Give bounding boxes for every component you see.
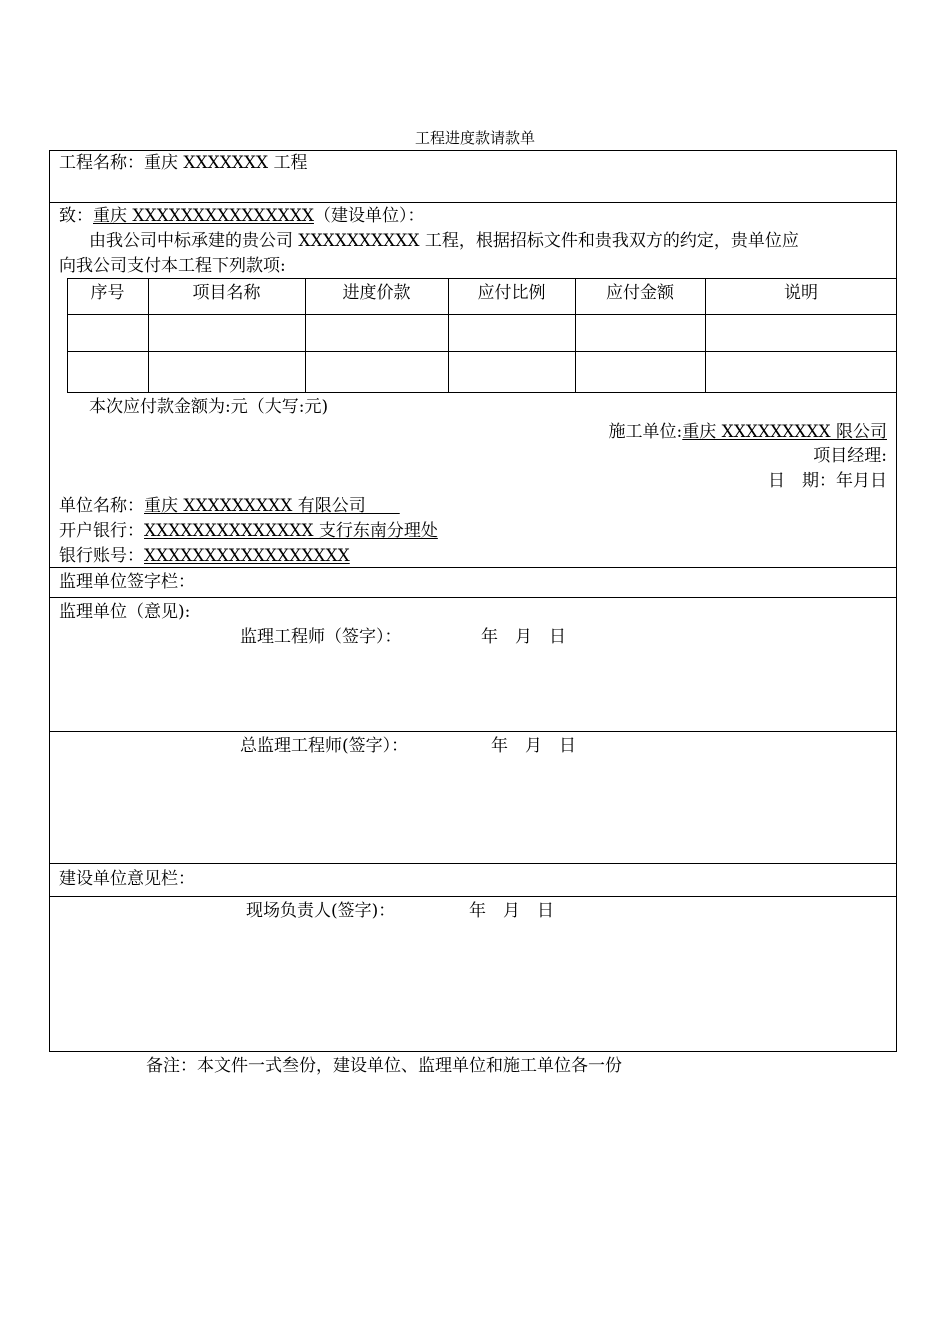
bank-account-value: XXXXXXXXXXXXXXXXX (144, 546, 350, 566)
chief-supervision-date: 年 月 日 (491, 736, 576, 756)
addressee-unit: 重庆 XXXXXXXXXXXXXXX (93, 206, 314, 226)
contractor-name: 重庆 XXXXXXXXX 限公司 (682, 422, 887, 442)
addressee-suffix: （建设单位）： (313, 206, 425, 226)
table-bottom (67, 392, 897, 393)
bank-account-label: 银行账号： (59, 546, 144, 566)
divider-request (49, 567, 897, 568)
table-header-cell: 应付金额 (606, 283, 674, 303)
contractor-line (609, 421, 887, 443)
divider-supervision-opinion (49, 731, 897, 732)
project-name-row (59, 152, 308, 174)
divider-owner-header (49, 896, 897, 897)
table-header-cell: 序号 (90, 283, 125, 303)
divider-project (49, 202, 897, 203)
contractor-label: 施工单位: (608, 422, 683, 442)
table-row-1-bottom (67, 351, 897, 352)
table-header-cell: 项目名称 (192, 283, 261, 303)
project-name-label: 工程名称： (59, 153, 144, 173)
bank-unit-label: 单位名称： (59, 496, 144, 516)
footnote: 备注：本文件一式叁份，建设单位、监理单位和施工单位各一份 (146, 1056, 622, 1076)
project-name-value: 重庆 XXXXXXX 工程 (144, 153, 308, 173)
addressee-line (59, 205, 424, 227)
divider-supervision-header (49, 597, 897, 598)
project-manager-label: 项目经理: (813, 446, 887, 466)
bank-name-value: XXXXXXXXXXXXXX 支行东南分理处 (144, 521, 438, 541)
bank-unit-value: 重庆 XXXXXXXXX 有限公司 (144, 496, 400, 516)
divider-chief (49, 863, 897, 864)
supervision-engineer-date: 年 月 日 (481, 627, 566, 647)
site-manager-date: 年 月 日 (469, 901, 554, 921)
table-top (67, 278, 897, 279)
bank-account-row (59, 545, 350, 567)
document-title: 工程进度款请款单 (414, 129, 535, 147)
supervision-engineer-sign: 监理工程师（签字）： (240, 627, 402, 647)
intro-line-2: 向我公司支付本工程下列款项: (59, 256, 286, 276)
bank-name-row (59, 520, 438, 542)
bank-name-label: 开户银行： (59, 521, 144, 541)
table-header-cell: 进度价款 (342, 283, 411, 303)
payment-amount-line: 本次应付款金额为:元（大写:元) (89, 397, 329, 417)
supervision-opinion-label: 监理单位（意见): (59, 602, 191, 622)
table-header-cell: 应付比例 (477, 283, 546, 303)
contractor-date: 日 期：年月日 (768, 471, 887, 491)
table-header-bottom (67, 314, 897, 315)
intro-line-1: 由我公司中标承建的贵公司 XXXXXXXXXX 工程，根据招标文件和贵我双方的约定，贵单位应 (89, 231, 799, 251)
chief-supervision-sign: 总监理工程师(签字）： (240, 736, 409, 756)
addressee-prefix: 致： (59, 206, 93, 226)
supervision-sign-header: 监理单位签字栏： (59, 572, 195, 592)
table-header-cell: 说明 (784, 283, 818, 303)
owner-opinion-header: 建设单位意见栏： (59, 869, 195, 889)
site-manager-sign: 现场负责人(签字)： (246, 901, 396, 921)
bank-unit-row (59, 495, 400, 517)
